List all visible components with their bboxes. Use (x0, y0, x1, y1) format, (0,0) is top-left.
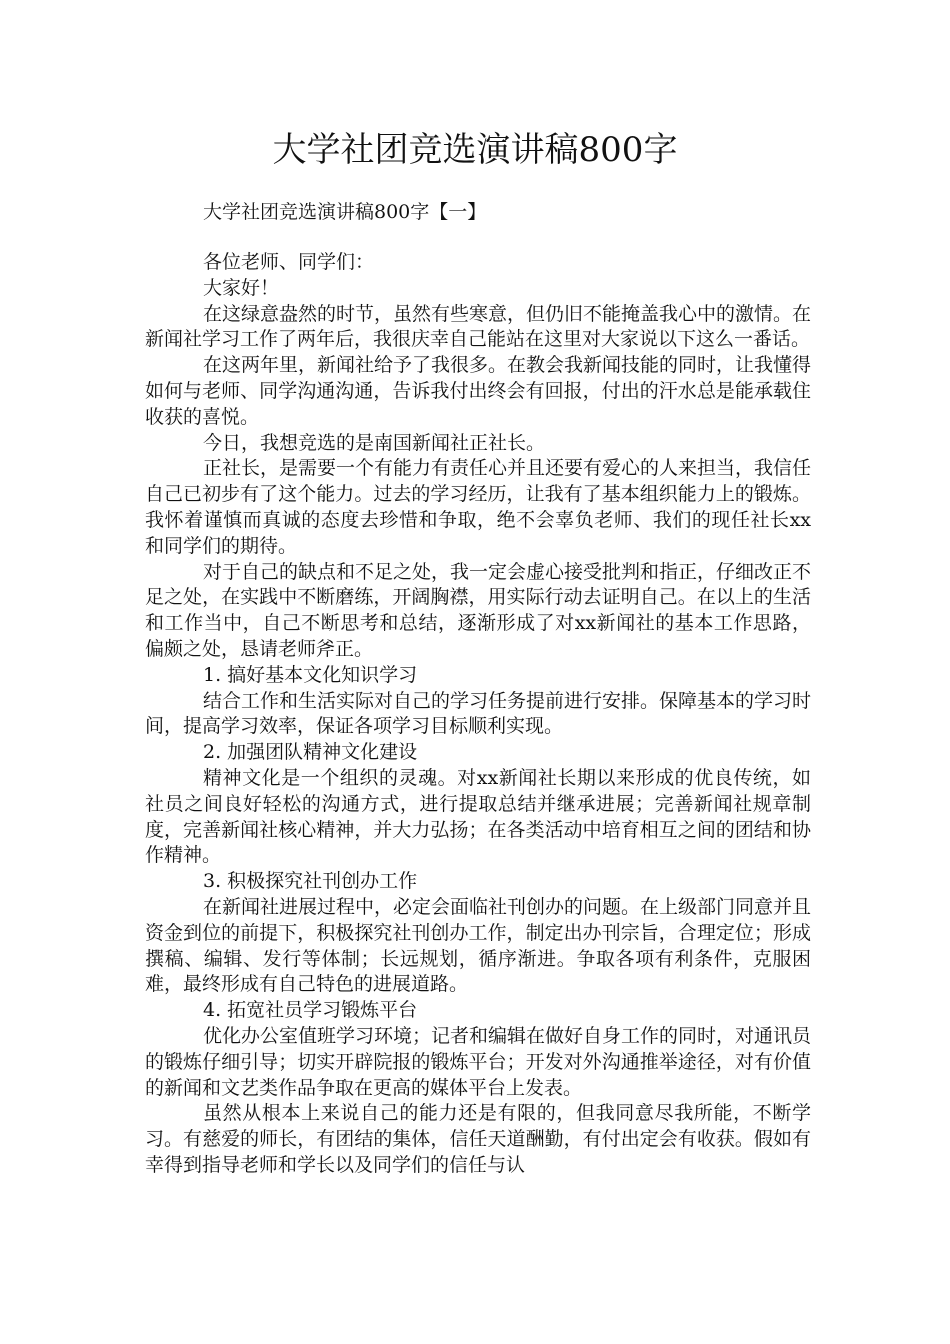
list-heading: 2. 加强团队精神文化建设 (203, 741, 418, 764)
document-title: 大学社团竞选演讲稿800字 (272, 130, 678, 170)
body-paragraph: 在新闻社进展过程中，必定会面临社刊创办的问题。在上级部门同意并且资金到位的前提下，积极探究社刊创办工作，制定出办刊宗旨，合理定位；形成撰稿、编辑、发行等体制；长远规划，循序渐进。争取各项有利条件，克服困难，最终形成有自己特色的进展道路。 (145, 895, 812, 996)
body-paragraph: 精神文化是一个组织的灵魂。对xx新闻社长期以来形成的优良传统，如社员之间良好轻松的沟通方式，进行提取总结并继承进展；完善新闻社规章制度，完善新闻社核心精神，并大力弘扬；在各类活动中培育相互之间的团结和协作精神。 (145, 766, 811, 867)
body-paragraph: 优化办公室值班学习环境；记者和编辑在做好自身工作的同时，对通讯员的锻炼仔细引导；切实开辟院报的锻炼平台；开发对外沟通推举途径，对有价值的新闻和文艺类作品争取在更高的媒体平台上发表。 (145, 1024, 812, 1099)
greeting: 大家好！ (203, 276, 280, 299)
body-paragraph: 虽然从根本上来说自己的能力还是有限的，但我同意尽我所能，不断学习。有慈爱的师长，有团结的集体，信任天道酬勤，有付出定会有收获。假如有幸得到指导老师和学长以及同学们的信任与认 (145, 1102, 811, 1176)
document-body (145, 250, 811, 1179)
body-paragraph: 正社长，是需要一个有能力有责任心并且还要有爱心的人来担当，我信任自己已初步有了这个能力。过去的学习经历，让我有了基本组织能力上的锻炼。我怀着谨慎而真诚的态度去珍惜和争取，绝不会辜负老师、我们的现任社长xx和同学们的期待。 (145, 457, 812, 557)
section-heading: 大学社团竞选演讲稿800字【一】 (203, 201, 487, 223)
list-heading: 4. 拓宽社员学习锻炼平台 (203, 999, 418, 1022)
list-heading: 3. 积极探究社刊创办工作 (203, 870, 418, 893)
body-paragraph: 在这绿意盎然的时节，虽然有些寒意，但仍旧不能掩盖我心中的激情。在新闻社学习工作了两年后，我很庆幸自己能站在这里对大家说以下这么一番话。 (145, 302, 812, 351)
body-paragraph: 对于自己的缺点和不足之处，我一定会虚心接受批判和指正，仔细改正不足之处，在实践中不断磨练，开阔胸襟，用实际行动去证明自己。在以上的生活和工作当中，自己不断思考和总结，逐渐形成了对xx新闻社的基本工作思路，偏颇之处，恳请老师斧正。 (145, 560, 812, 660)
body-paragraph: 结合工作和生活实际对自己的学习任务提前进行安排。保障基本的学习时间，提高学习效率，保证各项学习目标顺利实现。 (145, 689, 812, 738)
body-paragraph: 今日，我想竞选的是南国新闻社正社长。 (203, 431, 546, 454)
salutation: 各位老师、同学们： (203, 251, 375, 273)
list-heading: 1. 搞好基本文化知识学习 (203, 663, 418, 686)
body-paragraph: 在这两年里，新闻社给予了我很多。在教会我新闻技能的同时，让我懂得如何与老师、同学沟通沟通，告诉我付出终会有回报，付出的汗水总是能承载住收获的喜悦。 (145, 354, 812, 428)
